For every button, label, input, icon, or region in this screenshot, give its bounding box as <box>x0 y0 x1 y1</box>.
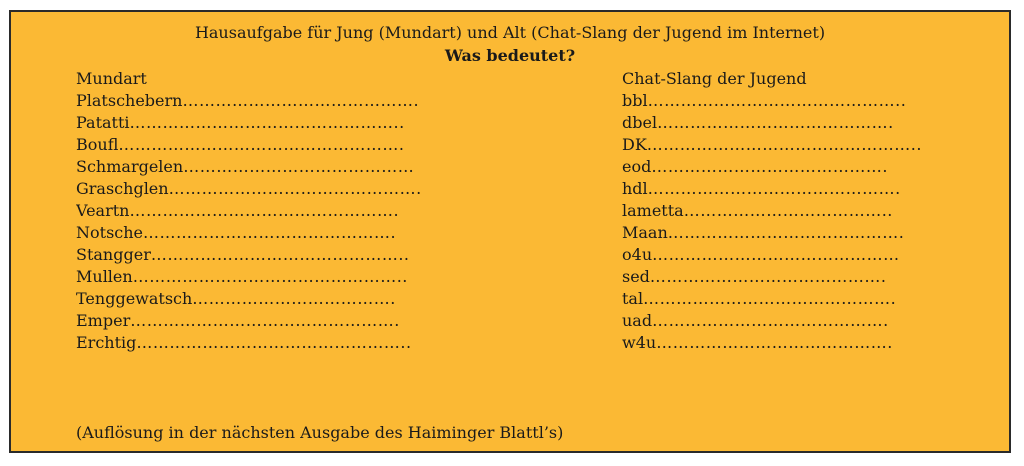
mundart-answer-line[interactable]: …………………………………………. <box>130 311 400 330</box>
mundart-item <box>76 332 516 354</box>
mundart-term: Patatti <box>76 113 130 132</box>
chat-slang-term: uad <box>622 311 653 330</box>
homework-subtitle: Was bedeutet? <box>444 46 576 65</box>
mundart-header: Mundart <box>76 69 147 88</box>
mundart-answer-line[interactable]: ………………………………………. <box>168 179 422 198</box>
chat-slang-answer-line[interactable]: ……………………………………….. <box>647 91 907 110</box>
chat-slang-answer-line[interactable]: ……………………………………. <box>649 267 887 286</box>
mundart-term: Boufl <box>76 135 119 154</box>
mundart-item <box>76 200 516 222</box>
mundart-item <box>76 178 516 200</box>
mundart-term: Erchtig <box>76 333 137 352</box>
mundart-answer-line[interactable]: ………………………………………….. <box>129 113 405 132</box>
chat-slang-answer-line[interactable]: ……………………………………. <box>651 157 888 176</box>
mundart-list <box>76 90 516 354</box>
chat-slang-answer-line[interactable]: ……………………………………. <box>657 113 894 132</box>
chat-slang-answer-line[interactable]: ………………………………………….. <box>646 135 922 154</box>
chat-slang-term: sed <box>622 267 650 286</box>
chat-slang-answer-line[interactable]: ……………………………………. <box>652 311 889 330</box>
mundart-item <box>76 244 516 266</box>
chat-slang-item <box>622 288 1002 310</box>
mundart-answer-line[interactable]: ………………………………………….. <box>132 267 408 286</box>
chat-slang-item <box>622 112 1002 134</box>
mundart-item <box>76 288 516 310</box>
chat-slang-item <box>622 244 1002 266</box>
chat-slang-term: w4u <box>622 333 657 352</box>
mundart-term: Schmargelen <box>76 157 184 176</box>
chat-slang-term: tal <box>622 289 644 308</box>
chat-slang-answer-line[interactable]: ……………………………………. <box>656 333 893 352</box>
mundart-item <box>76 156 516 178</box>
chat-slang-answer-line[interactable]: ……………………………….. <box>683 201 893 220</box>
chat-slang-answer-line[interactable]: ……………………………………. <box>667 223 905 242</box>
chat-slang-term: bbl <box>622 91 648 110</box>
mundart-answer-line[interactable]: ……………………………………. <box>182 91 420 110</box>
chat-slang-item <box>622 332 1002 354</box>
chat-slang-term: hdl <box>622 179 648 198</box>
mundart-answer-line[interactable]: …………………………………………. <box>129 201 400 220</box>
homework-box <box>9 10 1011 453</box>
chat-slang-item <box>622 178 1002 200</box>
chat-slang-list <box>622 90 1002 354</box>
mundart-term: Notsche <box>76 223 144 242</box>
mundart-term: Tenggewatsch <box>76 289 193 308</box>
chat-slang-header: Chat-Slang der Jugend <box>622 69 807 88</box>
mundart-answer-line[interactable]: ………………………………. <box>192 289 396 308</box>
mundart-item <box>76 266 516 288</box>
mundart-term: Mullen <box>76 267 133 286</box>
chat-slang-item <box>622 310 1002 332</box>
chat-slang-term: DK <box>622 135 647 154</box>
mundart-term: Veartn <box>76 201 130 220</box>
chat-slang-answer-line[interactable]: ………………………………………. <box>643 289 897 308</box>
mundart-term: Stangger <box>76 245 151 264</box>
mundart-term: Platschebern <box>76 91 183 110</box>
mundart-answer-line[interactable]: ……………………………………….. <box>150 245 410 264</box>
mundart-item <box>76 134 516 156</box>
mundart-term: Emper <box>76 311 131 330</box>
mundart-term: Graschglen <box>76 179 169 198</box>
chat-slang-item <box>622 222 1002 244</box>
homework-title: Hausaufgabe für Jung (Mundart) und Alt (Chat-Slang der Jugend im Internet) <box>194 23 826 42</box>
chat-slang-column <box>622 68 1002 354</box>
mundart-answer-line[interactable]: ………………………………………….. <box>136 333 412 352</box>
mundart-item <box>76 222 516 244</box>
chat-slang-item <box>622 156 1002 178</box>
mundart-item <box>76 112 516 134</box>
chat-slang-item <box>622 200 1002 222</box>
chat-slang-term: Maan <box>622 223 668 242</box>
chat-slang-item <box>622 134 1002 156</box>
chat-slang-answer-line[interactable]: ……………………………………… <box>652 245 900 264</box>
mundart-item <box>76 90 516 112</box>
chat-slang-item <box>622 266 1002 288</box>
mundart-item <box>76 310 516 332</box>
chat-slang-term: eod <box>622 157 652 176</box>
mundart-column <box>76 68 516 354</box>
footnote: (Auflösung in der nächsten Ausgabe des Haiminger Blattl’s) <box>76 423 564 442</box>
mundart-answer-line[interactable]: ……………………………………………. <box>118 135 405 154</box>
chat-slang-term: lametta <box>622 201 684 220</box>
mundart-answer-line[interactable]: …………………………………… <box>183 157 415 176</box>
chat-slang-term: o4u <box>622 245 653 264</box>
mundart-answer-line[interactable]: ………………………………………. <box>143 223 397 242</box>
chat-slang-term: dbel <box>622 113 658 132</box>
chat-slang-item <box>622 90 1002 112</box>
chat-slang-answer-line[interactable]: ………………………………………. <box>647 179 901 198</box>
